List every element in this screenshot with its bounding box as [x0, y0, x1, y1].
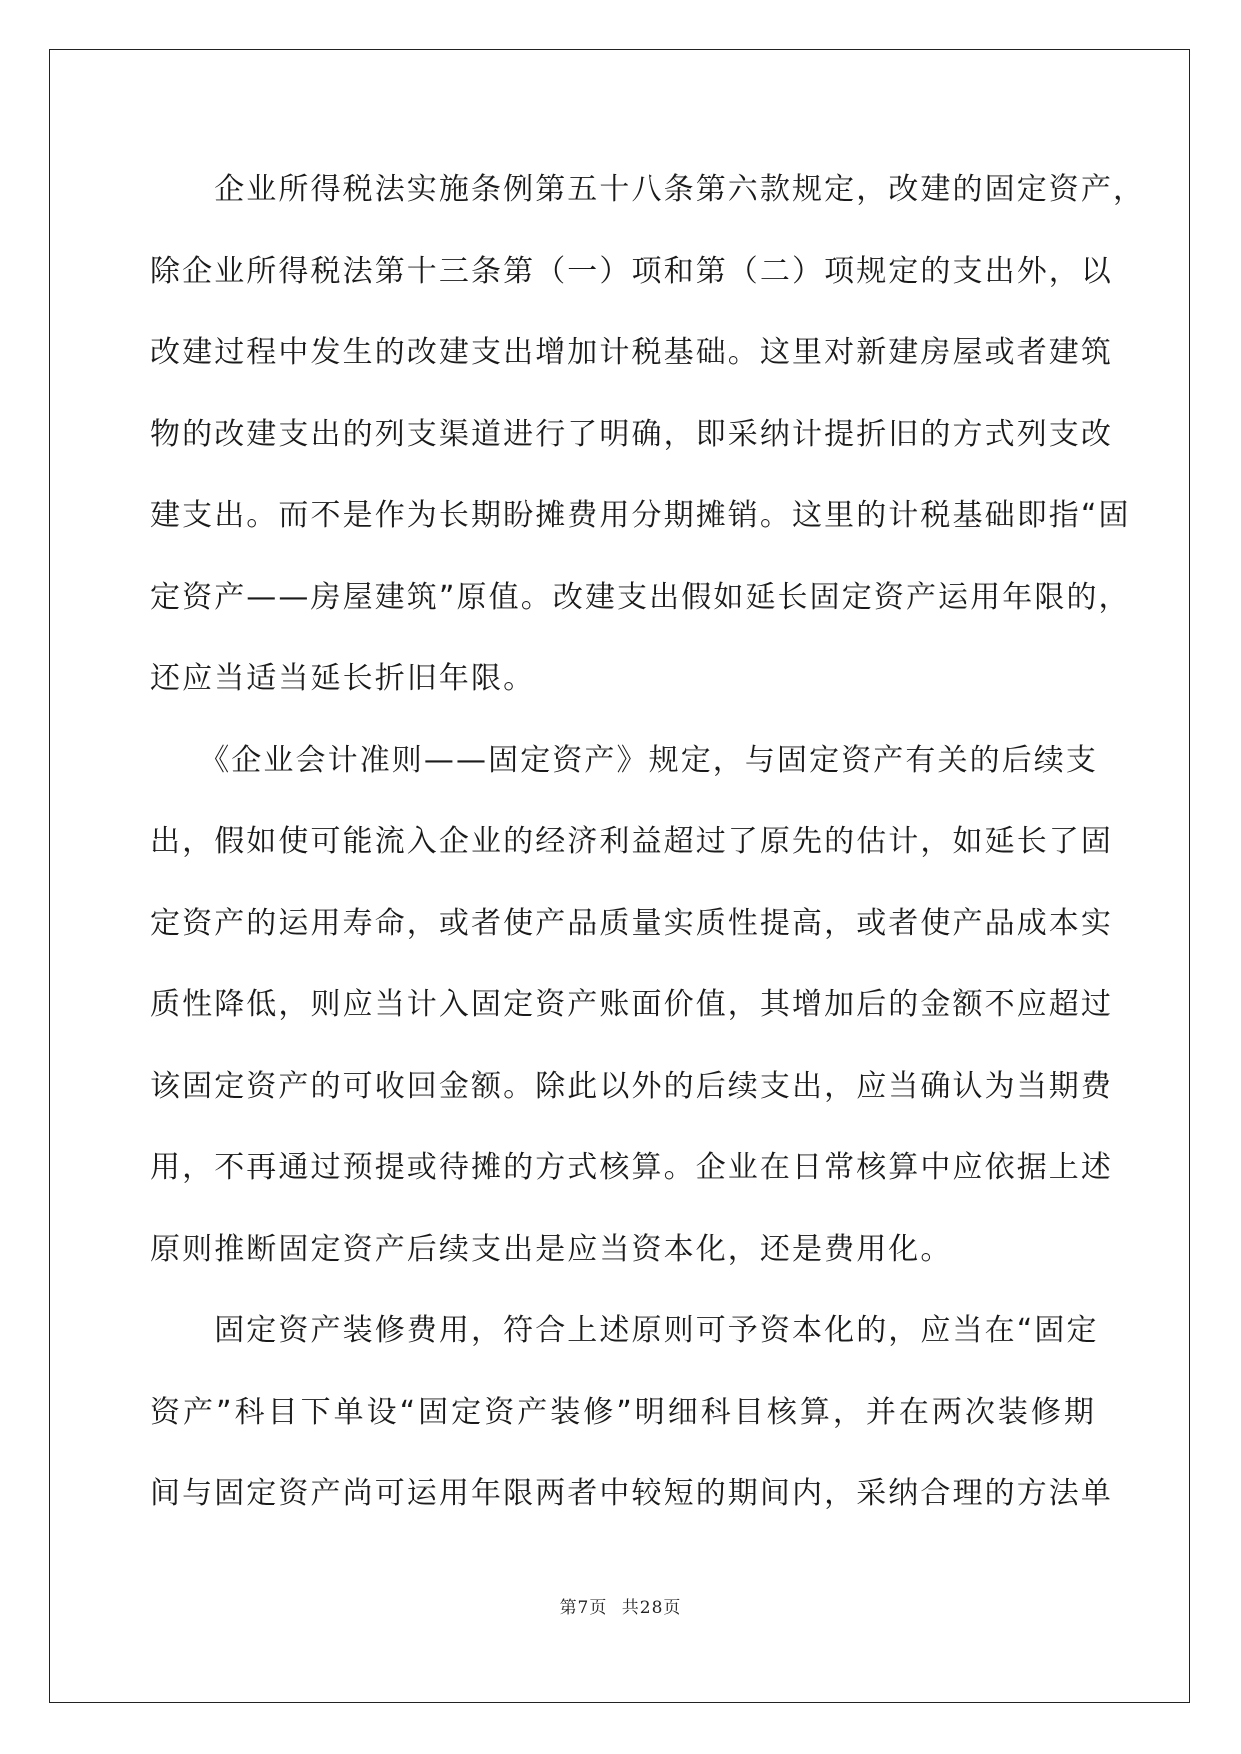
text-line: 固定资产装修费用，符合上述原则可予资本化的，应当在“固定	[150, 1313, 1099, 1348]
text-line: 该固定资产的可收回金额。除此以外的后续支出，应当确认为当期费	[150, 1068, 1113, 1104]
paragraph	[150, 731, 1113, 1302]
text-line: 建支出。而不是作为长期盼摊费用分期摊销。这里的计税基础即指“固	[150, 498, 1131, 533]
page-number: 第7页	[559, 1598, 608, 1618]
text-line: 《企业会计准则——固定资产》规定，与固定资产有关的后续支	[150, 742, 1098, 778]
page-total: 共28页	[621, 1598, 682, 1618]
document-body	[150, 160, 1146, 1546]
page-footer	[0, 1593, 1241, 1618]
text-line: 原则推断固定资产后续支出是应当资本化，还是费用化。	[150, 1231, 953, 1267]
text-line: 质性降低，则应当计入固定资产账面价值，其增加后的金额不应超过	[150, 987, 1113, 1022]
text-line: 出，假如使可能流入企业的经济利益超过了原先的估计，如延长了固	[150, 824, 1113, 859]
paragraph	[150, 160, 1146, 731]
text-line: 还应当适当延长折旧年限。	[150, 661, 536, 696]
text-line: 用，不再通过预提或待摊的方式核算。企业在日常核算中应依据上述	[150, 1150, 1113, 1185]
text-line: 资产”科目下单设“固定资产装修”明细科目核算，并在两次装修期	[150, 1394, 1096, 1430]
text-line: 定资产——房屋建筑”原值。改建支出假如延长固定资产运用年限的，	[150, 579, 1131, 615]
text-line: 改建过程中发生的改建支出增加计税基础。这里对新建房屋或者建筑	[150, 335, 1113, 370]
text-line: 物的改建支出的列支渠道进行了明确，即采纳计提折旧的方式列支改	[150, 416, 1113, 452]
text-line: 定资产的运用寿命，或者使产品质量实质性提高，或者使产品成本实	[150, 905, 1113, 941]
text-line: 除企业所得税法第十三条第（一）项和第（二）项规定的支出外，以	[150, 253, 1113, 289]
text-line: 间与固定资产尚可运用年限两者中较短的期间内，采纳合理的方法单	[150, 1476, 1113, 1511]
paragraph	[150, 1301, 1113, 1546]
text-line: 企业所得税法实施条例第五十八条第六款规定，改建的固定资产，	[150, 172, 1146, 207]
